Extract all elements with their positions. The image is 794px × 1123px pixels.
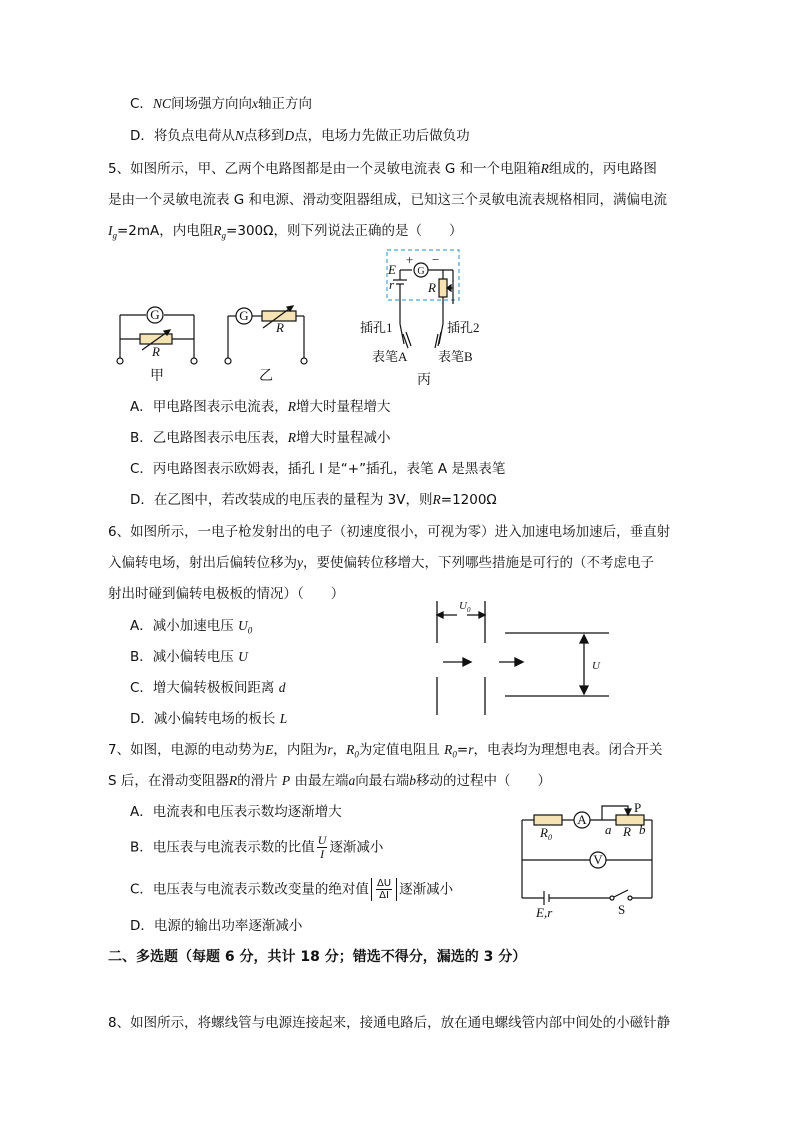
q5-circuit-figure <box>110 244 480 390</box>
bing-emf-label: E <box>388 262 396 277</box>
q7-circuit-figure <box>512 798 662 923</box>
bing-plus-label: + <box>406 252 414 267</box>
end-b-label: b <box>639 822 646 837</box>
q5-stem-line1: 5、如图所示，甲、乙两个电路图都是由一个灵敏电流表 G 和一个电阻箱R组成的，丙电路图 <box>108 161 657 177</box>
yi-galvanometer-label: G <box>239 308 249 323</box>
q5-stem-line2: 是由一个灵敏电流表 G 和电源、滑动变阻器组成，已知这三个灵敏电流表规格相同，满偏电流 <box>108 192 668 208</box>
q8-stem-line1: 8、如图所示，将螺线管与电源连接起来，接通电路后，放在通电螺线管内部中间处的小磁针静 <box>108 1015 671 1031</box>
jia-resistor-label: R <box>152 344 160 359</box>
ammeter-label: A <box>577 812 587 827</box>
bing-pen-a-label: 表笔A <box>372 349 408 364</box>
q7-option-c: C．电压表与电流表示数改变量的绝对值 $\frac{\Delta U}{\Delta I}$ 逐渐减小 <box>130 878 454 901</box>
slider-p-label: P <box>634 800 642 815</box>
q5-option-d: D．在乙图中，若改装成的电压表的量程为 3V，则R=1200Ω <box>130 492 497 508</box>
switch-s-label: S <box>618 902 626 917</box>
bing-resistor-label: R <box>428 280 436 295</box>
bing-internal-r-label: r <box>389 277 395 292</box>
q6-option-b: B．减小偏转电压 U <box>130 649 248 665</box>
q6-stem-line3: 射出时碰到偏转电极板的情况）（ ） <box>108 586 345 602</box>
yi-resistor-label: R <box>276 320 284 335</box>
q6-stem-line1: 6、如图所示，一电子枪发射出的电子（初速度很小，可视为零）进入加速电场加速后，垂直射 <box>108 524 671 540</box>
q7-option-a: A．电流表和电压表示数均逐渐增大 <box>130 804 342 820</box>
end-a-label: a <box>605 822 612 837</box>
q4-option-d: D．将负点电荷从N点移到D点，电场力先做正功后做负功 <box>130 128 470 144</box>
voltmeter-label: V <box>593 852 603 867</box>
q4-option-c: C．NC间场强方向向x轴正方向 <box>130 96 312 112</box>
q7-option-b: B．电压表与电流表示数的比值 $\frac{U}{I}$ 逐渐减小 <box>130 833 384 861</box>
bing-minus-label: − <box>432 252 440 267</box>
bing-caption: 丙 <box>417 373 431 388</box>
q7-stem-line1: 7、如图，电源的电动势为E，内阻为r，$R_0$为定值电阻且 $R_0=r$，电表均为理想电表。闭合开关 <box>108 742 663 760</box>
section-multiple-choice-heading: 二、多选题（每题 6 分，共计 18 分；错选不得分，漏选的 3 分） <box>108 949 527 965</box>
q6-option-a: A．减小加速电压 $U_0$ <box>130 618 253 636</box>
q5-option-a: A．甲电路图表示电流表，R增大时量程增大 <box>130 399 391 415</box>
q6-option-d: D．减小偏转电场的板长 L <box>130 711 288 727</box>
jia-caption: 甲 <box>150 369 164 384</box>
accel-voltage-label: $U_0$ <box>459 600 471 614</box>
q7-stem-line2: S 后，在滑动变阻器R的滑片 P 由最左端a向最右端b移动的过程中（ ） <box>108 773 551 789</box>
q6-deflection-figure <box>425 595 645 720</box>
q6-option-c: C．增大偏转极板间距离 d <box>130 680 286 696</box>
bing-hole1-label: 插孔1 <box>360 320 393 335</box>
q7-option-d: D．电源的输出功率逐渐减小 <box>130 918 303 934</box>
rheostat-label: R <box>623 824 631 839</box>
q5-stem-line3: $I_g=2mA$，内电阻$R_g=300\Omega$，则下列说法正确的是（ ） <box>108 223 463 241</box>
deflection-voltage-label: U <box>592 660 600 672</box>
bing-pen-b-label: 表笔B <box>438 349 473 364</box>
bing-hole2-label: 插孔2 <box>447 320 480 335</box>
q5-option-b: B．乙电路图表示电压表，R增大时量程减小 <box>130 430 391 446</box>
yi-caption: 乙 <box>259 369 273 384</box>
q6-stem-line2: 入偏转电场，射出后偏转位移为y，要使偏转位移增大，下列哪些措施是可行的（不考虑电子 <box>108 555 654 571</box>
q5-option-c: C．丙电路图表示欧姆表，插孔 l 是“+”插孔，表笔 A 是黑表笔 <box>130 461 506 477</box>
circuit-yi <box>225 306 307 364</box>
bing-galvanometer-label: G <box>417 266 425 277</box>
jia-galvanometer-label: G <box>150 307 160 322</box>
source-label: E,r <box>536 905 553 920</box>
r0-label: $R_0$ <box>540 825 552 842</box>
